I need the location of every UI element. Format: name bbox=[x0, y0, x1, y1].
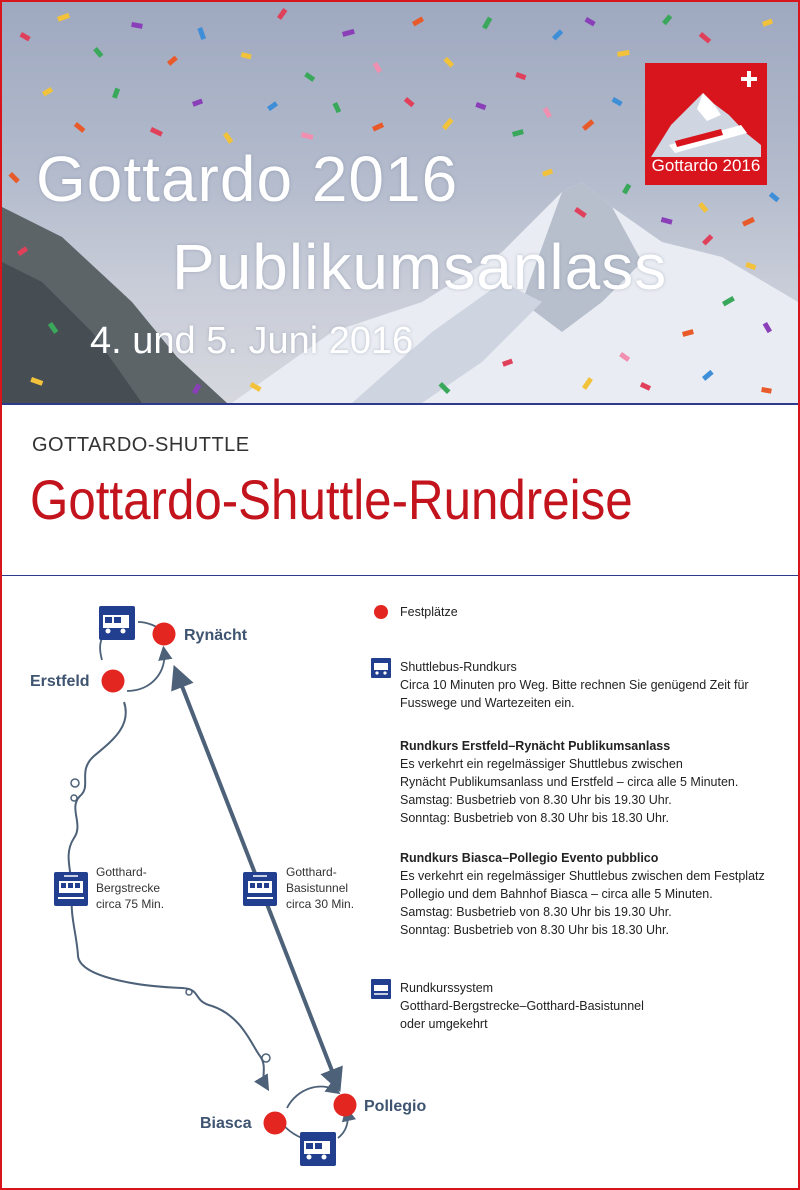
hero-title-line1: Gottardo 2016 bbox=[36, 143, 459, 215]
shuttle-loop-top-right bbox=[127, 651, 164, 691]
bergstrecke-label: Gotthard- Bergstrecke circa 75 Min. bbox=[96, 865, 165, 911]
place-label-rynaecht: Rynächt bbox=[184, 627, 248, 644]
bus-icon bbox=[99, 606, 135, 640]
train-icon bbox=[243, 872, 277, 906]
logo-text: Gottardo 2016 bbox=[651, 156, 761, 175]
place-label-biasca: Biasca bbox=[200, 1115, 252, 1132]
hero-date: 4. und 5. Juni 2016 bbox=[90, 320, 414, 362]
legend-festplaetze: Festplätze bbox=[400, 605, 458, 619]
shuttlebus-legend-icon bbox=[371, 658, 391, 678]
legend-rundkurssystem: Rundkurssystem Gotthard-Bergstrecke–Gotthard-Basistunnel oder umgekehrt bbox=[400, 981, 644, 1031]
page-title: Gottardo-Shuttle-Rundreise bbox=[30, 468, 633, 531]
place-label-pollegio: Pollegio bbox=[364, 1098, 427, 1115]
legend-shuttlebus: Shuttlebus-Rundkurs Circa 10 Minuten pro Weg. Bitte rechnen Sie genügend Zeit für Fusswege und Wartezeiten ein. bbox=[400, 658, 790, 712]
basistunnel-label: Gotthard- Basistunnel circa 30 Min. bbox=[286, 865, 355, 911]
legend-rundkurs-erstfeld: Rundkurs Erstfeld–Rynächt Publikumsanlass Es verkehrt ein regelmässiger Shuttlebus zwischen Rynächt Publikumsanlass und Erstfeld – circa alle 5 Minuten. Samstag: Busbetrieb von 8.30 Uhr bis 19.30 Uhr. Sonntag: Busbetrieb von 8.30 Uhr bis 18.30 Uhr. bbox=[400, 737, 790, 827]
legend-rundkurs-biasca: Rundkurs Biasca–Pollegio Evento pubblico Es verkehrt ein regelmässiger Shuttlebus zwischen dem Festplatz Pollegio und dem Bahnhof Biasca – circa alle 5 Minuten. Samstag: Busbetrieb von 8.30 Uhr bis 19.30 Uhr. Sonntag: Busbetrieb von 8.30 Uhr bis 18.30 Uhr. bbox=[400, 849, 790, 939]
shuttle-loop-bottom-arc bbox=[287, 1086, 336, 1108]
festplatz-dot-icon bbox=[374, 605, 388, 619]
hero-title-line2: Publikumsanlass bbox=[172, 231, 668, 303]
hero-banner bbox=[2, 2, 798, 403]
place-label-erstfeld: Erstfeld bbox=[30, 673, 90, 690]
rundkurs-erstfeld-title: Rundkurs Erstfeld–Rynächt Publikumsanlass bbox=[400, 739, 671, 753]
gottardo-logo bbox=[645, 63, 767, 185]
rundkurs-biasca-title: Rundkurs Biasca–Pollegio Evento pubblico bbox=[400, 851, 659, 865]
bus-icon bbox=[300, 1132, 336, 1166]
loop-1 bbox=[71, 779, 79, 787]
rundkurssystem-train-icon bbox=[371, 979, 391, 999]
loop-4 bbox=[262, 1054, 270, 1062]
train-icon bbox=[54, 872, 88, 906]
place-dot-rynaecht bbox=[153, 623, 176, 646]
logo-mountain-train-icon bbox=[651, 85, 761, 157]
divider-top bbox=[2, 403, 798, 405]
place-dot-biasca bbox=[264, 1112, 287, 1135]
place-dot-erstfeld bbox=[102, 670, 125, 693]
section-kicker: GOTTARDO-SHUTTLE bbox=[32, 434, 250, 456]
legend-shuttlebus-title: Shuttlebus-Rundkurs bbox=[400, 660, 517, 674]
place-dot-pollegio bbox=[334, 1094, 357, 1117]
loop-2 bbox=[71, 795, 77, 801]
